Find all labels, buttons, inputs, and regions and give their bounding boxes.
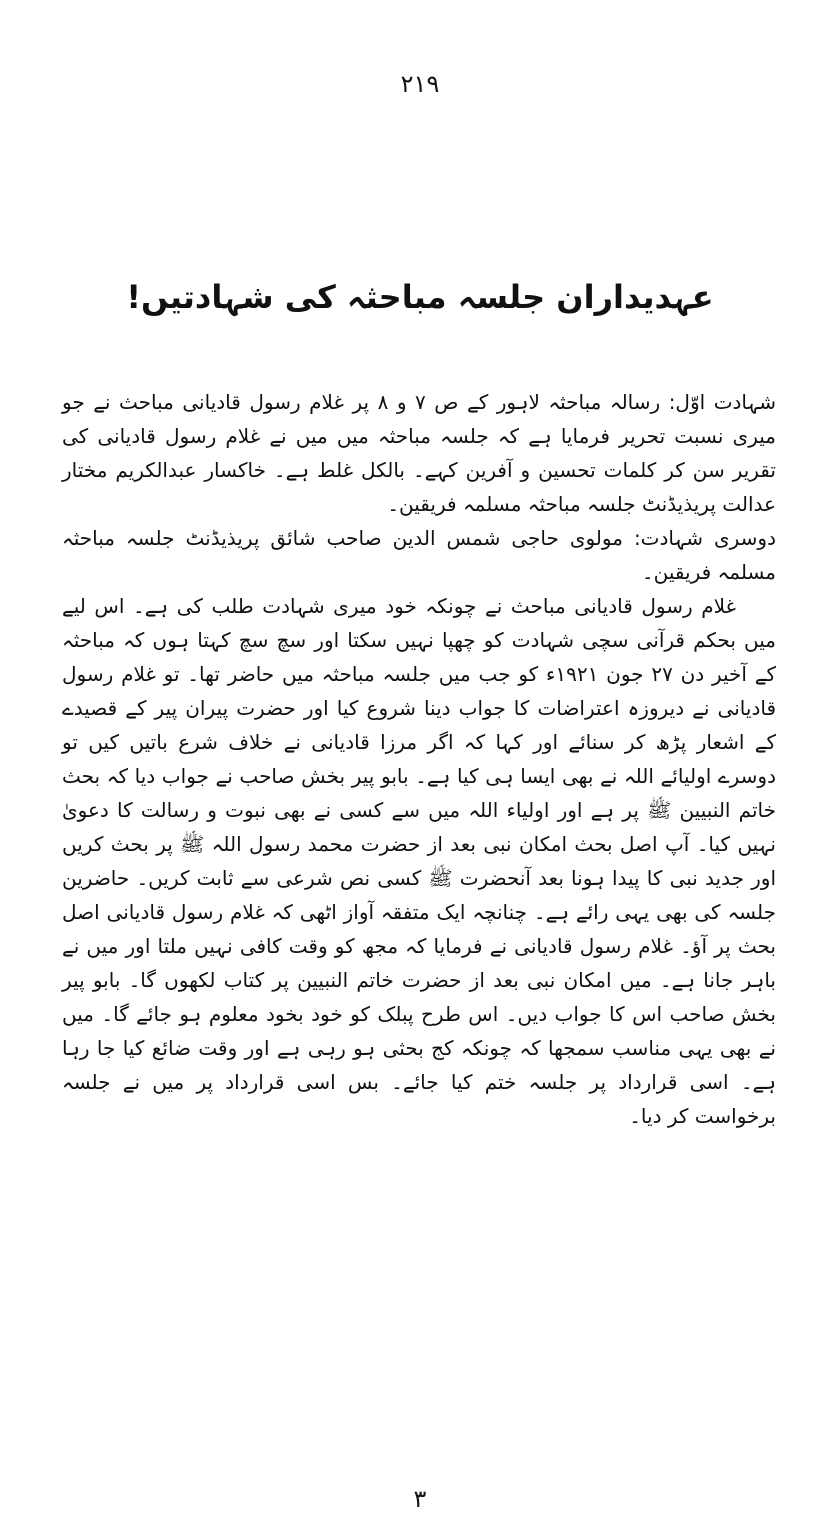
- paragraph-testimony-body: غلام رسول قادیانی مباحث نے چونکہ خود میری شہادت طلب کی ہے۔ اس لیے میں بحکم قرآنی سچی شہادت کو چھپا نہیں سکتا اور سچ سچ کہتا ہوں کہ مباحثہ کے آخیر دن ۲۷ جون ۱۹۲۱ء کو جب میں جلسہ مباحثہ میں حاضر تھا۔ تو غلام رسول قادیانی نے دیروزہ اعتراضات کا جواب دینا شروع کیا اور حضرت پیران پیر کے قصیدے کے اشعار پڑھ کر سنائے اور کہا کہ اگر مرزا قادیانی نے خلاف شرع باتیں کیں تو دوسرے اولیائے اللہ نے بھی ایسا ہی کیا ہے۔ بابو پیر بخش صاحب نے جواب دیا کہ بحث خاتم النبیین ﷺ پر ہے اور اولیاء اللہ میں سے کسی نے بھی نبوت و رسالت کا دعویٰ نہیں کیا۔ آپ اصل بحث امکان نبی بعد از حضرت محمد رسول اللہ ﷺ پر بحث کریں اور جدید نبی کا پیدا ہونا بعد آنحضرت ﷺ کسی نص شرعی سے ثابت کریں۔ حاضرین جلسہ کی بھی یہی رائے ہے۔ چنانچہ ایک متفقہ آواز اٹھی کہ غلام رسول قادیانی اصل بحث پر آؤ۔ غلام رسول قادیانی نے فرمایا کہ مجھ کو وقت کافی نہیں ملتا اور میں نے باہر جانا ہے۔ میں امکان نبی بعد از حضرت خاتم النبیین پر کتاب لکھوں گا۔ بابو پیر بخش صاحب اس کا جواب دیں۔ اس طرح پبلک کو خود بخود معلوم ہو جائے گا۔ میں نے بھی یہی مناسب سمجھا کہ چونکہ کج بحثی ہو رہی ہے اور وقت ضائع کیا جا رہا ہے۔ اسی قرارداد پر جلسہ ختم کیا جائے۔ بس اسی قرارداد پر میں نے جلسہ برخواست کر دیا۔: [62, 594, 776, 1128]
- page-number: ۲۱۹: [400, 70, 440, 98]
- paragraph-second-testimony: دوسری شہادت: مولوی حاجی شمس الدین صاحب شائق پریذیڈنٹ جلسہ مباحثہ مسلمہ فریقین۔: [62, 526, 776, 584]
- section-heading: عہدیداران جلسہ مباحثہ کی شہادتیں!: [126, 278, 714, 316]
- body-text: [62, 385, 776, 1133]
- footer-page-number: ۳: [413, 1485, 427, 1513]
- paragraph-first-testimony: شہادت اوّل: رسالہ مباحثہ لاہور کے ص ۷ و ۸ پر غلام رسول قادیانی مباحث نے جو میری نسبت تحریر فرمایا ہے کہ جلسہ مباحثہ میں میں نے غلام رسول قادیانی کی تقریر سن کر کلمات تحسین و آفرین کہے۔ بالکل غلط ہے۔ خاکسار عبدالکریم مختار عدالت پریذیڈنٹ جلسہ مباحثہ مسلمہ فریقین۔: [62, 390, 776, 516]
